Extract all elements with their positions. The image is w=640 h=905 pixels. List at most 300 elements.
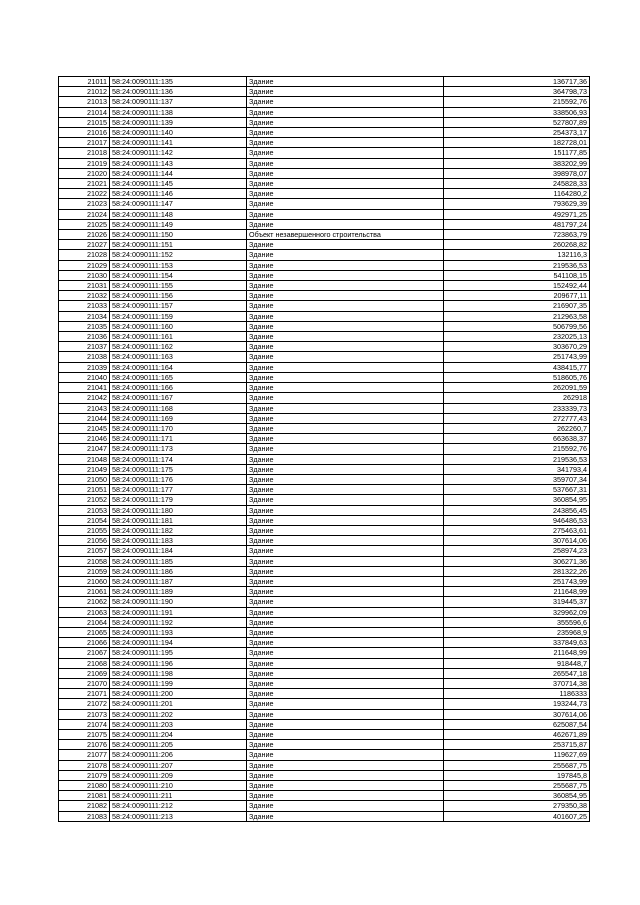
object-type-cell: Здание	[247, 158, 444, 168]
table-row	[59, 617, 590, 627]
cadastral-number-cell: 58:24:0090111:202	[110, 709, 247, 719]
cadastral-number-cell: 58:24:0090111:173	[110, 444, 247, 454]
cadastral-value-cell: 918448,7	[444, 658, 590, 668]
row-number-cell: 21029	[59, 260, 110, 270]
table-row	[59, 321, 590, 331]
cadastral-value-cell: 462671,89	[444, 730, 590, 740]
object-type-cell: Здание	[247, 117, 444, 127]
row-number-cell: 21021	[59, 179, 110, 189]
object-type-cell: Здание	[247, 597, 444, 607]
table-row	[59, 209, 590, 219]
cadastral-value-cell: 360854,95	[444, 495, 590, 505]
cadastral-number-cell: 58:24:0090111:191	[110, 607, 247, 617]
table-row	[59, 107, 590, 117]
cadastral-value-cell: 255687,75	[444, 760, 590, 770]
cadastral-number-cell: 58:24:0090111:204	[110, 730, 247, 740]
row-number-cell: 21067	[59, 648, 110, 658]
cadastral-value-cell: 215592,76	[444, 97, 590, 107]
cadastral-number-cell: 58:24:0090111:149	[110, 219, 247, 229]
row-number-cell: 21058	[59, 556, 110, 566]
object-type-cell: Здание	[247, 199, 444, 209]
object-type-cell: Здание	[247, 474, 444, 484]
cadastral-value-cell: 319445,37	[444, 597, 590, 607]
cadastral-value-cell: 793629,39	[444, 199, 590, 209]
cadastral-number-cell: 58:24:0090111:137	[110, 97, 247, 107]
row-number-cell: 21030	[59, 270, 110, 280]
object-type-cell: Здание	[247, 434, 444, 444]
table-row	[59, 658, 590, 668]
table-row	[59, 791, 590, 801]
cadastral-number-cell: 58:24:0090111:169	[110, 413, 247, 423]
cadastral-value-cell: 723863,79	[444, 230, 590, 240]
object-type-cell: Здание	[247, 811, 444, 821]
table-row	[59, 434, 590, 444]
object-type-cell: Здание	[247, 179, 444, 189]
cadastral-number-cell: 58:24:0090111:139	[110, 117, 247, 127]
cadastral-number-cell: 58:24:0090111:160	[110, 321, 247, 331]
cadastral-value-cell: 152492,44	[444, 281, 590, 291]
row-number-cell: 21059	[59, 566, 110, 576]
table-row	[59, 128, 590, 138]
cadastral-number-cell: 58:24:0090111:147	[110, 199, 247, 209]
row-number-cell: 21024	[59, 209, 110, 219]
cadastral-value-cell: 209677,11	[444, 291, 590, 301]
object-type-cell: Здание	[247, 281, 444, 291]
cadastral-number-cell: 58:24:0090111:166	[110, 383, 247, 393]
row-number-cell: 21011	[59, 77, 110, 87]
object-type-cell: Здание	[247, 699, 444, 709]
row-number-cell: 21053	[59, 505, 110, 515]
cadastral-value-cell: 625087,54	[444, 719, 590, 729]
cadastral-number-cell: 58:24:0090111:183	[110, 536, 247, 546]
row-number-cell: 21049	[59, 464, 110, 474]
table-row	[59, 525, 590, 535]
row-number-cell: 21019	[59, 158, 110, 168]
cadastral-number-cell: 58:24:0090111:164	[110, 362, 247, 372]
table-row	[59, 260, 590, 270]
object-type-cell: Здание	[247, 301, 444, 311]
cadastral-number-cell: 58:24:0090111:174	[110, 454, 247, 464]
cadastral-number-cell: 58:24:0090111:179	[110, 495, 247, 505]
row-number-cell: 21072	[59, 699, 110, 709]
object-type-cell: Здание	[247, 444, 444, 454]
cadastral-number-cell: 58:24:0090111:162	[110, 342, 247, 352]
object-type-cell: Здание	[247, 342, 444, 352]
row-number-cell: 21082	[59, 801, 110, 811]
row-number-cell: 21033	[59, 301, 110, 311]
row-number-cell: 21046	[59, 434, 110, 444]
cadastral-number-cell: 58:24:0090111:207	[110, 760, 247, 770]
object-type-cell: Здание	[247, 801, 444, 811]
cadastral-number-cell: 58:24:0090111:198	[110, 668, 247, 678]
table-row	[59, 750, 590, 760]
object-type-cell: Здание	[247, 413, 444, 423]
cadastral-number-cell: 58:24:0090111:151	[110, 240, 247, 250]
row-number-cell: 21042	[59, 393, 110, 403]
row-number-cell: 21014	[59, 107, 110, 117]
row-number-cell: 21017	[59, 138, 110, 148]
cadastral-value-cell: 360854,95	[444, 791, 590, 801]
row-number-cell: 21051	[59, 485, 110, 495]
table-row	[59, 413, 590, 423]
cadastral-value-cell: 398978,07	[444, 168, 590, 178]
cadastral-value-cell: 182728,01	[444, 138, 590, 148]
object-type-cell: Здание	[247, 791, 444, 801]
table-row	[59, 301, 590, 311]
cadastral-number-cell: 58:24:0090111:157	[110, 301, 247, 311]
table-row	[59, 281, 590, 291]
table-row	[59, 566, 590, 576]
cadastral-value-cell: 243856,45	[444, 505, 590, 515]
object-type-cell: Здание	[247, 485, 444, 495]
cadastral-number-cell: 58:24:0090111:167	[110, 393, 247, 403]
table-row	[59, 230, 590, 240]
table-row	[59, 474, 590, 484]
row-number-cell: 21035	[59, 321, 110, 331]
cadastral-value-cell: 136717,36	[444, 77, 590, 87]
row-number-cell: 21080	[59, 781, 110, 791]
row-number-cell: 21041	[59, 383, 110, 393]
table-row	[59, 515, 590, 525]
cadastral-number-cell: 58:24:0090111:196	[110, 658, 247, 668]
cadastral-number-cell: 58:24:0090111:212	[110, 801, 247, 811]
object-type-cell: Здание	[247, 362, 444, 372]
table-row	[59, 393, 590, 403]
cadastral-value-cell: 254373,17	[444, 128, 590, 138]
row-number-cell: 21071	[59, 689, 110, 699]
object-type-cell: Здание	[247, 464, 444, 474]
row-number-cell: 21027	[59, 240, 110, 250]
row-number-cell: 21013	[59, 97, 110, 107]
table-row	[59, 342, 590, 352]
row-number-cell: 21044	[59, 413, 110, 423]
object-type-cell: Здание	[247, 668, 444, 678]
cadastral-value-cell: 258974,23	[444, 546, 590, 556]
table-row	[59, 781, 590, 791]
row-number-cell: 21052	[59, 495, 110, 505]
object-type-cell: Здание	[247, 148, 444, 158]
row-number-cell: 21028	[59, 250, 110, 260]
object-type-cell: Здание	[247, 138, 444, 148]
cadastral-value-cell: 265547,18	[444, 668, 590, 678]
object-type-cell: Здание	[247, 128, 444, 138]
cadastral-value-cell: 211648,99	[444, 648, 590, 658]
table-row	[59, 199, 590, 209]
row-number-cell: 21061	[59, 587, 110, 597]
cadastral-value-cell: 492971,25	[444, 209, 590, 219]
cadastral-value-cell: 232025,13	[444, 332, 590, 342]
row-number-cell: 21079	[59, 770, 110, 780]
object-type-cell: Здание	[247, 250, 444, 260]
table-row	[59, 678, 590, 688]
cadastral-number-cell: 58:24:0090111:135	[110, 77, 247, 87]
table-row	[59, 444, 590, 454]
row-number-cell: 21043	[59, 403, 110, 413]
row-number-cell: 21026	[59, 230, 110, 240]
cadastral-number-cell: 58:24:0090111:205	[110, 740, 247, 750]
table-row	[59, 240, 590, 250]
cadastral-value-cell: 262091,59	[444, 383, 590, 393]
table-row	[59, 607, 590, 617]
row-number-cell: 21076	[59, 740, 110, 750]
object-type-cell: Здание	[247, 689, 444, 699]
object-type-cell: Здание	[247, 209, 444, 219]
cadastral-value-cell: 663638,37	[444, 434, 590, 444]
table-row	[59, 117, 590, 127]
row-number-cell: 21062	[59, 597, 110, 607]
table-row	[59, 597, 590, 607]
row-number-cell: 21055	[59, 525, 110, 535]
row-number-cell: 21034	[59, 311, 110, 321]
table-row	[59, 148, 590, 158]
table-row	[59, 362, 590, 372]
cadastral-value-cell: 215592,76	[444, 444, 590, 454]
cadastral-value-cell: 132116,3	[444, 250, 590, 260]
table-row	[59, 668, 590, 678]
object-type-cell: Здание	[247, 515, 444, 525]
cadastral-value-cell: 527807,89	[444, 117, 590, 127]
object-type-cell: Здание	[247, 219, 444, 229]
object-type-cell: Здание	[247, 423, 444, 433]
table-row	[59, 270, 590, 280]
cadastral-value-cell: 251743,99	[444, 576, 590, 586]
row-number-cell: 21064	[59, 617, 110, 627]
table-row	[59, 352, 590, 362]
cadastral-number-cell: 58:24:0090111:156	[110, 291, 247, 301]
object-type-cell: Здание	[247, 648, 444, 658]
cadastral-value-cell: 216907,35	[444, 301, 590, 311]
row-number-cell: 21077	[59, 750, 110, 760]
row-number-cell: 21063	[59, 607, 110, 617]
object-type-cell: Здание	[247, 403, 444, 413]
cadastral-number-cell: 58:24:0090111:171	[110, 434, 247, 444]
object-type-cell: Здание	[247, 87, 444, 97]
object-type-cell: Здание	[247, 332, 444, 342]
row-number-cell: 21081	[59, 791, 110, 801]
cadastral-value-cell: 364798,73	[444, 87, 590, 97]
cadastral-number-cell: 58:24:0090111:209	[110, 770, 247, 780]
object-type-cell: Здание	[247, 311, 444, 321]
row-number-cell: 21070	[59, 678, 110, 688]
object-type-cell: Здание	[247, 372, 444, 382]
table-row	[59, 627, 590, 637]
object-type-cell: Здание	[247, 781, 444, 791]
table-row	[59, 648, 590, 658]
object-type-cell: Здание	[247, 525, 444, 535]
table-row	[59, 730, 590, 740]
cadastral-number-cell: 58:24:0090111:176	[110, 474, 247, 484]
cadastral-value-cell: 275463,61	[444, 525, 590, 535]
cadastral-number-cell: 58:24:0090111:144	[110, 168, 247, 178]
object-type-cell: Здание	[247, 719, 444, 729]
cadastral-value-cell: 383202,99	[444, 158, 590, 168]
cadastral-value-cell: 260268,82	[444, 240, 590, 250]
row-number-cell: 21060	[59, 576, 110, 586]
table-body	[59, 77, 590, 822]
cadastral-value-cell: 281322,26	[444, 566, 590, 576]
object-type-cell: Здание	[247, 709, 444, 719]
table-row	[59, 158, 590, 168]
object-type-cell: Здание	[247, 566, 444, 576]
cadastral-value-cell: 151177,85	[444, 148, 590, 158]
table-row	[59, 372, 590, 382]
cadastral-number-cell: 58:24:0090111:146	[110, 189, 247, 199]
table-row	[59, 423, 590, 433]
cadastral-number-cell: 58:24:0090111:206	[110, 750, 247, 760]
row-number-cell: 21075	[59, 730, 110, 740]
object-type-cell: Здание	[247, 576, 444, 586]
cadastral-value-cell: 541108,15	[444, 270, 590, 280]
cadastral-value-cell: 337849,63	[444, 638, 590, 648]
cadastral-number-cell: 58:24:0090111:140	[110, 128, 247, 138]
cadastral-number-cell: 58:24:0090111:189	[110, 587, 247, 597]
cadastral-number-cell: 58:24:0090111:159	[110, 311, 247, 321]
table-row	[59, 454, 590, 464]
cadastral-value-cell: 253715,87	[444, 740, 590, 750]
object-type-cell: Здание	[247, 107, 444, 117]
cadastral-number-cell: 58:24:0090111:142	[110, 148, 247, 158]
row-number-cell: 21065	[59, 627, 110, 637]
row-number-cell: 21039	[59, 362, 110, 372]
cadastral-value-cell: 506799,56	[444, 321, 590, 331]
row-number-cell: 21040	[59, 372, 110, 382]
cadastral-value-cell: 518605,76	[444, 372, 590, 382]
row-number-cell: 21069	[59, 668, 110, 678]
cadastral-value-cell: 329962,09	[444, 607, 590, 617]
object-type-cell: Здание	[247, 587, 444, 597]
object-type-cell: Здание	[247, 607, 444, 617]
cadastral-value-cell: 438415,77	[444, 362, 590, 372]
table-row	[59, 291, 590, 301]
cadastral-value-cell: 251743,99	[444, 352, 590, 362]
cadastral-number-cell: 58:24:0090111:165	[110, 372, 247, 382]
object-type-cell: Здание	[247, 454, 444, 464]
table-row	[59, 770, 590, 780]
cadastral-value-cell: 370714,38	[444, 678, 590, 688]
table-row	[59, 801, 590, 811]
cadastral-value-cell: 355596,6	[444, 617, 590, 627]
object-type-cell: Здание	[247, 750, 444, 760]
object-type-cell: Здание	[247, 770, 444, 780]
row-number-cell: 21022	[59, 189, 110, 199]
cadastral-number-cell: 58:24:0090111:195	[110, 648, 247, 658]
cadastral-number-cell: 58:24:0090111:163	[110, 352, 247, 362]
object-type-cell: Здание	[247, 393, 444, 403]
cadastral-value-cell: 219536,53	[444, 454, 590, 464]
row-number-cell: 21025	[59, 219, 110, 229]
object-type-cell: Здание	[247, 321, 444, 331]
table-row	[59, 638, 590, 648]
row-number-cell: 21038	[59, 352, 110, 362]
cadastral-number-cell: 58:24:0090111:187	[110, 576, 247, 586]
cadastral-number-cell: 58:24:0090111:141	[110, 138, 247, 148]
table-row	[59, 168, 590, 178]
table-row	[59, 689, 590, 699]
row-number-cell: 21015	[59, 117, 110, 127]
table-row	[59, 719, 590, 729]
cadastral-number-cell: 58:24:0090111:181	[110, 515, 247, 525]
table-row	[59, 403, 590, 413]
cadastral-value-cell: 262918	[444, 393, 590, 403]
cadastral-number-cell: 58:24:0090111:170	[110, 423, 247, 433]
object-type-cell: Здание	[247, 260, 444, 270]
cadastral-value-cell: 1186333	[444, 689, 590, 699]
cadastral-number-cell: 58:24:0090111:155	[110, 281, 247, 291]
row-number-cell: 21037	[59, 342, 110, 352]
table-row	[59, 464, 590, 474]
table-row	[59, 587, 590, 597]
table-row	[59, 332, 590, 342]
cadastral-number-cell: 58:24:0090111:143	[110, 158, 247, 168]
row-number-cell: 21048	[59, 454, 110, 464]
object-type-cell: Здание	[247, 760, 444, 770]
cadastral-number-cell: 58:24:0090111:153	[110, 260, 247, 270]
object-type-cell: Здание	[247, 730, 444, 740]
object-type-cell: Здание	[247, 638, 444, 648]
cadastral-number-cell: 58:24:0090111:136	[110, 87, 247, 97]
cadastral-number-cell: 58:24:0090111:138	[110, 107, 247, 117]
table-row	[59, 311, 590, 321]
cadastral-number-cell: 58:24:0090111:152	[110, 250, 247, 260]
cadastral-value-cell: 341793,4	[444, 464, 590, 474]
table-row	[59, 699, 590, 709]
cadastral-number-cell: 58:24:0090111:148	[110, 209, 247, 219]
table-row	[59, 811, 590, 821]
cadastral-value-cell: 1164280,2	[444, 189, 590, 199]
table-row	[59, 97, 590, 107]
cadastral-value-cell: 537667,31	[444, 485, 590, 495]
row-number-cell: 21045	[59, 423, 110, 433]
cadastral-value-cell: 307614,06	[444, 709, 590, 719]
row-number-cell: 21068	[59, 658, 110, 668]
table-row	[59, 250, 590, 260]
cadastral-value-cell: 233339,73	[444, 403, 590, 413]
cadastral-number-cell: 58:24:0090111:211	[110, 791, 247, 801]
table-row	[59, 536, 590, 546]
cadastral-number-cell: 58:24:0090111:177	[110, 485, 247, 495]
cadastral-value-cell: 219536,53	[444, 260, 590, 270]
table-row	[59, 740, 590, 750]
cadastral-number-cell: 58:24:0090111:185	[110, 556, 247, 566]
row-number-cell: 21032	[59, 291, 110, 301]
cadastral-value-cell: 307614,06	[444, 536, 590, 546]
table-row	[59, 485, 590, 495]
table-row	[59, 556, 590, 566]
object-type-cell: Здание	[247, 658, 444, 668]
cadastral-number-cell: 58:24:0090111:145	[110, 179, 247, 189]
cadastral-number-cell: 58:24:0090111:194	[110, 638, 247, 648]
cadastral-value-cell: 245828,33	[444, 179, 590, 189]
object-type-cell: Здание	[247, 556, 444, 566]
cadastral-value-cell: 272777,43	[444, 413, 590, 423]
row-number-cell: 21056	[59, 536, 110, 546]
object-type-cell: Здание	[247, 352, 444, 362]
cadastral-number-cell: 58:24:0090111:199	[110, 678, 247, 688]
object-type-cell: Здание	[247, 536, 444, 546]
table-row	[59, 546, 590, 556]
object-type-cell: Здание	[247, 627, 444, 637]
row-number-cell: 21066	[59, 638, 110, 648]
cadastral-value-cell: 946486,53	[444, 515, 590, 525]
row-number-cell: 21054	[59, 515, 110, 525]
cadastral-number-cell: 58:24:0090111:186	[110, 566, 247, 576]
row-number-cell: 21083	[59, 811, 110, 821]
row-number-cell: 21018	[59, 148, 110, 158]
cadastral-value-cell: 279350,38	[444, 801, 590, 811]
cadastral-number-cell: 58:24:0090111:192	[110, 617, 247, 627]
row-number-cell: 21073	[59, 709, 110, 719]
cadastral-number-cell: 58:24:0090111:182	[110, 525, 247, 535]
